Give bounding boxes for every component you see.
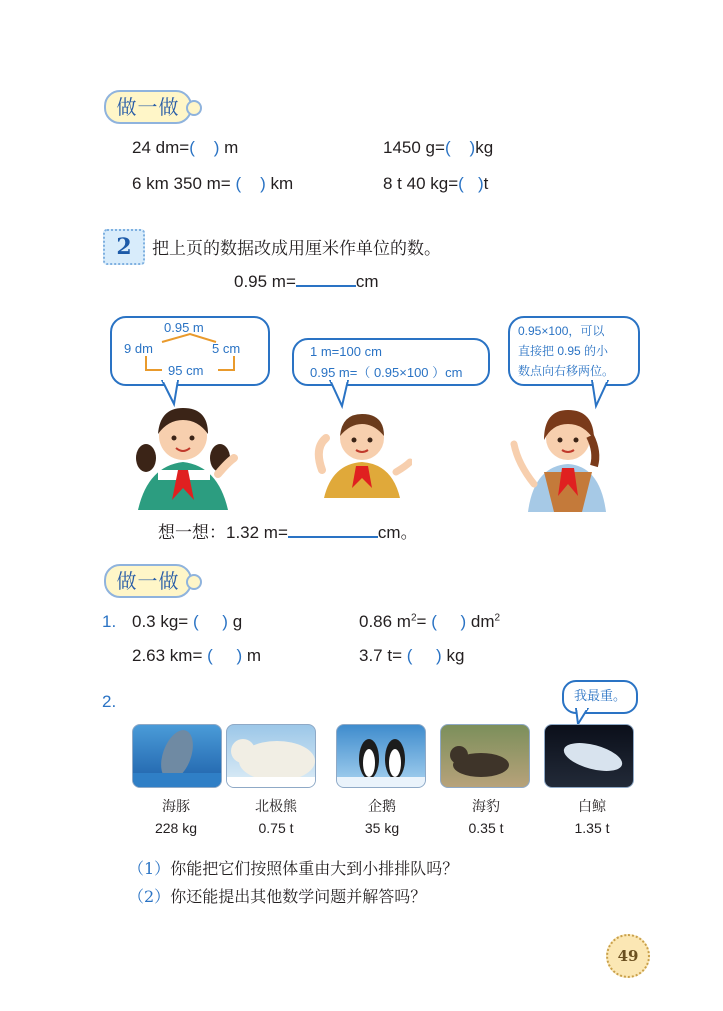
equation-0.3kg: 0.3 kg= ( ) g xyxy=(132,612,243,631)
girl-illustration xyxy=(128,400,238,510)
penguin-photo xyxy=(336,724,426,788)
equation-3.7t: 3.7 t= ( ) kg xyxy=(359,646,465,665)
polar-bear-photo xyxy=(226,724,316,788)
equation-8t40kg: 8 t 40 kg=( )t xyxy=(383,174,489,193)
boy-illustration xyxy=(312,408,412,498)
speech-bubble-boy xyxy=(292,338,490,386)
animal-name-beluga: 白鲸 xyxy=(578,799,606,815)
girl2-illustration xyxy=(510,400,610,512)
equation-1450g: 1450 g=( )kg xyxy=(383,138,494,157)
bubble2-line2: 0.95 m=（ 0.95×100 ）cm xyxy=(310,365,463,380)
page-number: 49 xyxy=(606,934,650,978)
example-prompt: 把上页的数据改成用厘米作单位的数。 xyxy=(152,239,441,259)
bubble3-line2: 直接把 0.95 的小 xyxy=(518,344,609,358)
think-line: 想一想：1.32 m= cm。 xyxy=(158,518,418,543)
animal-weight-dolphin: 228 kg xyxy=(154,820,198,836)
dolphin-photo xyxy=(132,724,222,788)
animal-name-penguin: 企鹅 xyxy=(368,799,396,815)
bubble1-left: 9 dm xyxy=(124,341,153,356)
animal-weight-polar-bear: 0.75 t xyxy=(258,820,294,836)
animal-name-dolphin: 海豚 xyxy=(162,799,190,815)
equation-6km350m: 6 km 350 m= ( ) km xyxy=(132,174,294,193)
speech-bubble-girl1 xyxy=(110,316,270,386)
question-1-number: 1. xyxy=(102,612,117,631)
seal-photo xyxy=(440,724,530,788)
bubble2-tail xyxy=(328,380,358,410)
equation-2.63km: 2.63 km= ( ) m xyxy=(132,646,262,665)
badge-tail-2 xyxy=(186,574,202,590)
animal-weight-beluga: 1.35 t xyxy=(574,820,610,836)
beluga-photo xyxy=(544,724,634,788)
bubble3-line3: 数点向右移两位。 xyxy=(518,364,615,378)
example-equation: 0.95 m= cm xyxy=(234,267,379,292)
speech-bubble-girl2 xyxy=(508,316,640,386)
bubble1-brackets xyxy=(112,318,268,384)
animal-name-seal: 海豹 xyxy=(472,799,500,815)
sub-question-2: （2）你还能提出其他数学问题并解答吗？ xyxy=(128,887,427,906)
sub-question-1: （1）你能把它们按照体重由大到小排排队吗？ xyxy=(128,859,459,878)
badge-tail xyxy=(186,100,202,116)
bubble1-right: 5 cm xyxy=(212,341,241,356)
practice-badge-2: 做一做 xyxy=(104,564,192,598)
equation-0.86m2: 0.86 $m^2=$ ( ) $dm^2$ xyxy=(359,612,501,631)
speech-bubble-heaviest: 我最重。 xyxy=(562,680,638,714)
bubble3-line1: 0.95×100，可以 xyxy=(518,324,605,338)
bubble1-top: 0.95 m xyxy=(164,320,204,335)
question-2-number: 2. xyxy=(102,692,117,711)
bubble2-line1: 1 m=100 cm xyxy=(310,344,382,359)
equation-24dm: 24 dm=( ) m xyxy=(132,138,239,157)
practice-badge: 做一做 xyxy=(104,90,192,124)
example-number: 2 xyxy=(103,229,145,265)
bubble1-bottom: 95 cm xyxy=(168,363,204,378)
animal-weight-penguin: 35 kg xyxy=(364,820,400,836)
animal-name-polar-bear: 北极熊 xyxy=(255,799,297,815)
animal-weight-seal: 0.35 t xyxy=(468,820,504,836)
